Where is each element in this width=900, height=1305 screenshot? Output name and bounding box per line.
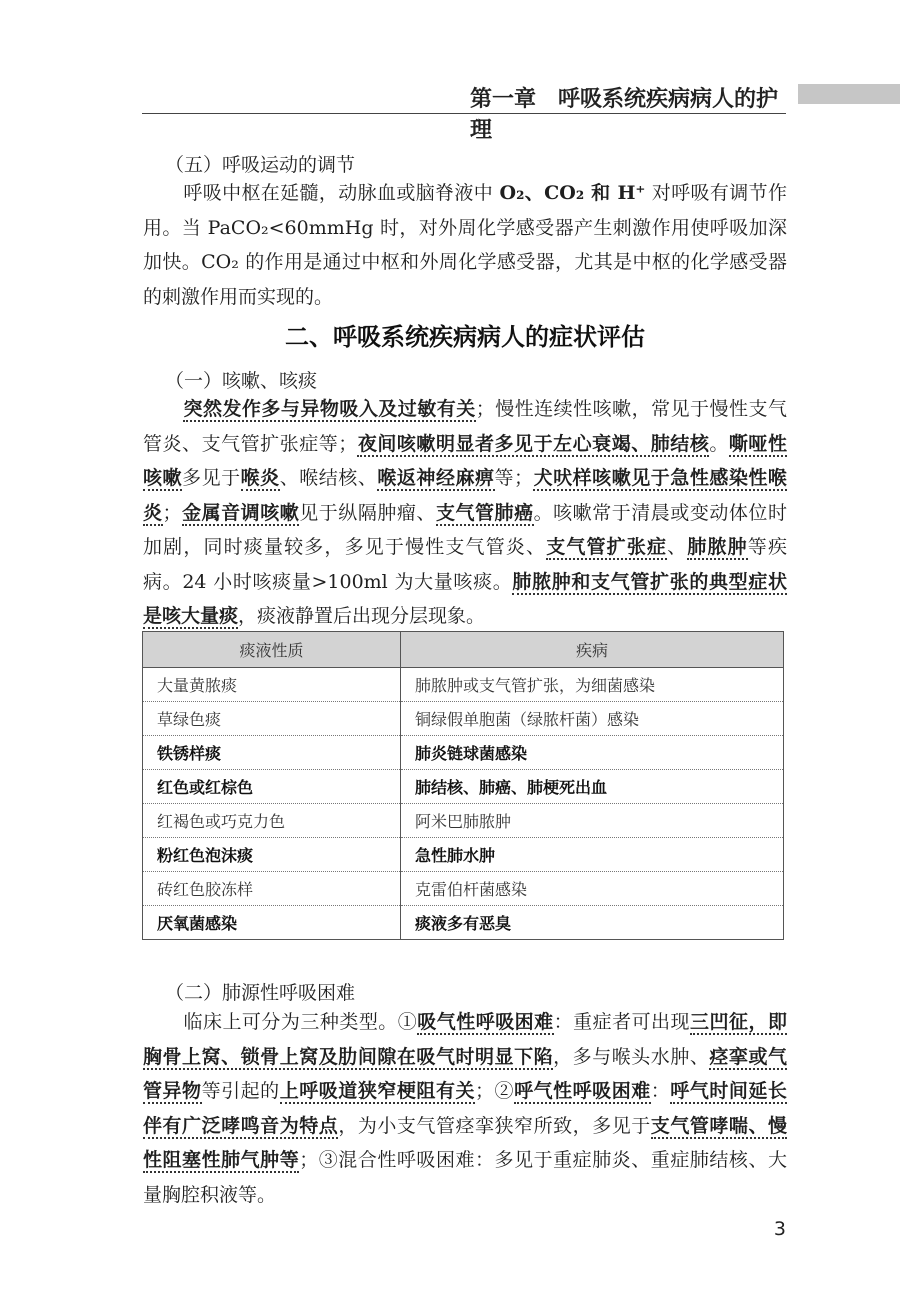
text-run: 对呼吸有调节作用。当 PaCO₂<60mmHg 时，对外周化学感受器产生刺激作用使呼吸加深加快。CO₂ 的作用是通过中枢和外周化学感受器，尤其是中枢的化学感受器的刺激作用而实现的。	[143, 182, 788, 308]
text-run: ，为小支气管痉挛狭窄所致，多见于	[338, 1114, 651, 1137]
cell-disease: 肺炎链球菌感染	[401, 736, 784, 770]
text-run: ；慢性连续性咳嗽，常见于慢性支气管炎、支气管扩张症等；	[143, 398, 787, 455]
sputum-table	[142, 631, 784, 940]
table-row	[143, 838, 784, 872]
emphasized-text: 痉挛或气管异物	[143, 1045, 787, 1102]
emphasized-text: 呼气时间延长伴有广泛哮鸣音为特点	[143, 1080, 787, 1137]
header-rule	[142, 113, 786, 114]
text-run: 。	[709, 432, 729, 455]
emphasized-text: O₂、CO₂ 和 H⁺	[499, 182, 646, 204]
emphasized-text: 支气管哮喘、慢性阻塞性肺气肿等	[143, 1114, 787, 1171]
emphasized-text: 肺脓肿和支气管扩张的典型症状是咳大量痰	[143, 570, 787, 627]
header-gray-bar	[798, 84, 900, 104]
emphasized-text: 三凹征，即胸骨上窝、锁骨上窝及肋间隙在吸气时明显下陷	[143, 1011, 787, 1068]
text-run: 见于纵隔肿瘤、	[299, 501, 436, 524]
chapter-title: 第一章 呼吸系统疾病病人的护理	[470, 87, 779, 143]
emphasized-text: 支气管肺癌	[435, 501, 534, 524]
cell-disease: 肺脓肿或支气管扩张，为细菌感染	[401, 668, 784, 702]
section-title-breathing-regulation: （五）呼吸运动的调节	[165, 154, 356, 176]
text-run: ，痰液静置后出现分层现象。	[238, 605, 486, 627]
page-number: 3	[773, 1218, 786, 1240]
text-run: ；②	[475, 1080, 515, 1102]
table-row	[143, 736, 784, 770]
paragraph-breathing-regulation	[143, 176, 787, 314]
text-run: 多见于	[182, 467, 241, 489]
paragraph-cough	[143, 392, 787, 634]
emphasized-text: 呼气性呼吸困难	[514, 1080, 651, 1102]
text-run: ；	[162, 501, 182, 524]
emphasized-text: 支气管扩张症	[546, 536, 668, 558]
emphasized-text: 夜间咳嗽明显者多见于左心衰竭、肺结核	[357, 432, 710, 455]
table-row	[143, 668, 784, 702]
emphasized-text: 喉返神经麻痹	[377, 467, 495, 489]
text-run: 等；	[494, 467, 534, 489]
text-run: 等疾病。24 小时咳痰量>100ml 为大量咳痰。	[143, 536, 787, 593]
section-title-dyspnea: （二）肺源性呼吸困难	[165, 982, 356, 1004]
emphasized-text: 犬吠样咳嗽见于急性感染性喉炎	[143, 467, 787, 524]
cell-sputum-nature: 红褐色或巧克力色	[143, 804, 401, 838]
emphasized-text: 吸气性呼吸困难	[417, 1011, 554, 1033]
column-header-nature: 痰液性质	[143, 632, 401, 668]
section-title-cough: （一）咳嗽、咳痰	[165, 370, 318, 392]
emphasized-text: 金属音调咳嗽	[181, 501, 300, 524]
cell-disease: 克雷伯杆菌感染	[401, 872, 784, 906]
cell-sputum-nature: 大量黄脓痰	[143, 668, 401, 702]
emphasized-text: 喉炎	[240, 467, 280, 489]
text-run: ；③混合性呼吸困难：多见于重症肺炎、重症肺结核、大量胸腔积液等。	[143, 1149, 787, 1206]
cell-disease: 肺结核、肺癌、肺梗死出血	[401, 770, 784, 804]
text-run: 临床上可分为三种类型。①	[183, 1011, 418, 1033]
text-run: 等引起的	[201, 1080, 280, 1102]
table-row	[143, 906, 784, 940]
text-run: 、	[667, 536, 688, 558]
cell-sputum-nature: 草绿色痰	[143, 702, 401, 736]
text-run: ，多与喉头水肿、	[553, 1045, 710, 1068]
emphasized-text: 嘶哑性咳嗽	[143, 432, 787, 489]
cell-sputum-nature: 砖红色胶冻样	[143, 872, 401, 906]
cell-disease: 铜绿假单胞菌（绿脓杆菌）感染	[401, 702, 784, 736]
cell-sputum-nature: 厌氧菌感染	[143, 906, 401, 940]
text-run: 呼吸中枢在延髓，动脉血或脑脊液中	[183, 182, 500, 204]
emphasized-text: 突然发作多与异物吸入及过敏有关	[183, 398, 476, 420]
table-row	[143, 702, 784, 736]
emphasized-text: 上呼吸道狭窄梗阻有关	[279, 1080, 475, 1102]
paragraph-dyspnea	[143, 1005, 787, 1212]
cell-sputum-nature: 红色或红棕色	[143, 770, 401, 804]
text-run: ：重症者可出现	[553, 1011, 691, 1033]
emphasized-text: 肺脓肿	[687, 536, 748, 558]
text-run: 、喉结核、	[279, 467, 378, 489]
text-run: ：	[650, 1080, 671, 1102]
table-row	[143, 770, 784, 804]
table-row	[143, 804, 784, 838]
cell-disease: 痰液多有恶臭	[401, 906, 784, 940]
cell-sputum-nature: 铁锈样痰	[143, 736, 401, 770]
table-row	[143, 872, 784, 906]
section-heading-symptom-assessment: 二、呼吸系统疾病病人的症状评估	[285, 323, 645, 351]
cell-disease: 急性肺水肿	[401, 838, 784, 872]
sputum-table-body	[143, 668, 784, 940]
cell-sputum-nature: 粉红色泡沫痰	[143, 838, 401, 872]
cell-disease: 阿米巴肺脓肿	[401, 804, 784, 838]
table-header-row	[143, 632, 784, 668]
column-header-disease: 疾病	[401, 632, 784, 668]
text-run: 。咳嗽常于清晨或变动体位时加剧，同时痰量较多，多见于慢性支气管炎、	[143, 501, 787, 558]
